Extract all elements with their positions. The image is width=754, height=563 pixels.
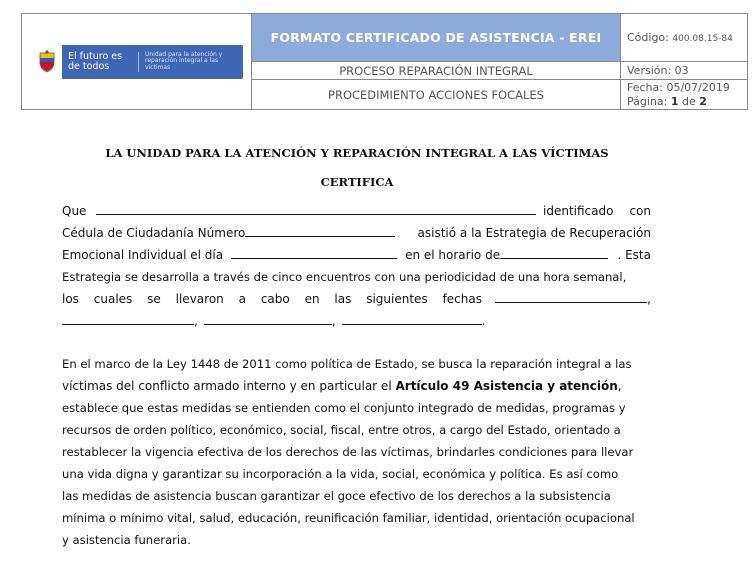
p1-line-4: Estrategia se desarrolla a través de cinco encuentros con una periodicidad de una hora semanal, (62, 270, 627, 284)
document-title: FORMATO CERTIFICADO DE ASISTENCIA - EREI (252, 14, 621, 62)
government-logo (32, 45, 243, 79)
p2-line-9: y asistencia funeraria. (62, 533, 191, 547)
logo-slogan: El futuro es de todos (62, 52, 139, 72)
logo-cell (22, 14, 252, 110)
certifica-heading: CERTIFICA (320, 175, 394, 189)
article-49-reference: Artículo 49 Asistencia y atención (395, 379, 618, 393)
process-name: PROCESO REPARACIÓN INTEGRAL (252, 62, 621, 80)
p2-line-4: recursos de orden político, económico, social, fiscal, entre otros, a cargo del Estado, orientado a (62, 423, 621, 437)
p1-line-2: Cédula de Ciudadanía Número asistió a la Estrategia de Recuperación (62, 226, 651, 240)
p1-line-5-words: los cuales se llevaron a cabo en las siguientes fechas (62, 292, 482, 306)
date-page-cell (621, 80, 748, 110)
p2-line-6: una vida digna y garantizar su incorporación a la vida, social, económica y política. Es así como (62, 467, 619, 481)
document-date: Fecha: 05/07/2019 (627, 80, 730, 94)
session-date-field-2[interactable] (62, 312, 194, 325)
logo-entity-name: Unidad para la atención y reparación integral a las víctimas (145, 50, 223, 71)
date-field[interactable] (231, 246, 397, 259)
p2-line-3: establece que estas medidas se entienden como el conjunto integrado de medidas, programas y (62, 401, 626, 415)
session-date-field-1[interactable] (495, 290, 647, 303)
document-version: Versión: 03 (621, 62, 748, 80)
p2-line-2: víctimas del conflicto armado interno y en particular el Artículo 49 Asistencia y atención, (62, 379, 622, 393)
code-value: 400.08.15-84 (672, 34, 733, 44)
procedure-name: PROCEDIMIENTO ACCIONES FOCALES (252, 80, 621, 110)
p1-line-5: los cuales se llevaron a cabo en las siguientes fechas , (62, 292, 651, 306)
coat-of-arms-icon (32, 45, 62, 79)
page-current: 1 (670, 94, 679, 108)
name-field[interactable] (96, 202, 536, 215)
p2-line-5: restablecer la vigencia efectiva de los derechos de las víctimas, brindarles condiciones para llevar (62, 445, 634, 459)
page-total: 2 (699, 94, 707, 108)
session-date-field-3[interactable] (204, 312, 332, 325)
p2-line-7: las medidas de asistencia buscan garantizar el goce efectivo de los derechos a la subsistencia (62, 489, 611, 503)
p1-line-1: Que identificado con (62, 204, 651, 218)
p2-line-1: En el marco de la Ley 1448 de 2011 como política de Estado, se busca la reparación integral a las (62, 357, 632, 371)
p2-line-8: mínima o mínimo vital, salud, educación, reunificación familiar, identidad, orientación ocupacional (62, 511, 635, 525)
p1-line-6: , , . (62, 312, 651, 330)
code-label: Código: (627, 31, 669, 44)
p1-line-3: Emocional Individual el día en el horario de . Esta (62, 248, 651, 262)
session-date-field-4[interactable] (342, 312, 482, 325)
document-header (21, 13, 748, 109)
id-number-field[interactable] (245, 224, 395, 237)
schedule-field[interactable] (500, 246, 608, 259)
page-number: Página: 1 de 2 (627, 94, 707, 108)
document-code (621, 14, 748, 62)
institution-heading: LA UNIDAD PARA LA ATENCIÓN Y REPARACIÓN INTEGRAL A LAS VÍCTIMAS (105, 146, 609, 160)
